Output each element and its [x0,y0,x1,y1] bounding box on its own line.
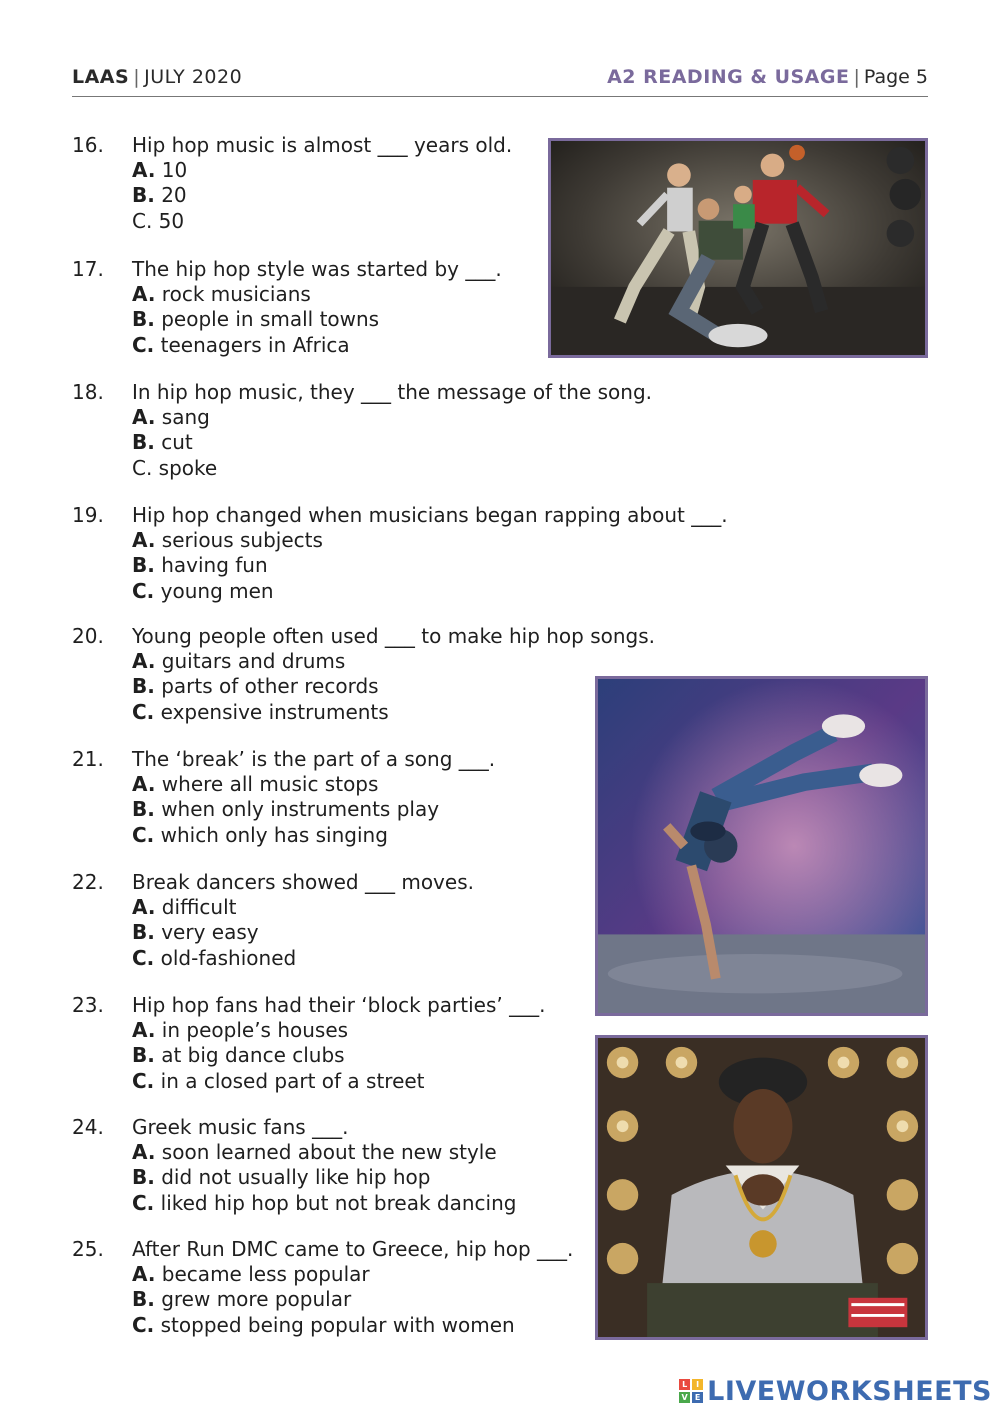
answer-option[interactable] [132,946,296,971]
option-letter: B. [132,307,155,332]
issue-date: JULY 2020 [144,66,243,88]
option-text: stopped being popular with women [154,1312,515,1337]
question-number: 19. [72,503,104,527]
question-number: 20. [72,624,104,648]
answer-options [132,1018,425,1094]
logo-blocks [679,1379,703,1403]
option-text: in people’s houses [155,1018,349,1042]
option-letter: C. [132,1312,155,1337]
option-letter: B. [132,797,155,822]
logo-block-e: E [692,1392,703,1403]
answer-option[interactable] [132,158,187,183]
answer-option[interactable] [132,1262,515,1287]
option-text: did not usually like hip hop [154,1165,431,1190]
option-text: old-fashioned [154,945,297,970]
answer-options [132,895,296,971]
answer-option[interactable] [132,895,296,920]
question-number: 17. [72,257,104,281]
option-letter: B. [132,553,155,578]
header-right [607,66,928,88]
option-text: expensive instruments [154,699,389,724]
option-letter: C. [132,208,153,233]
answer-option[interactable] [132,700,389,725]
answer-option[interactable] [132,405,217,430]
option-text: rock musicians [155,282,311,306]
option-text: in a closed part of a street [154,1068,425,1093]
page-number: Page 5 [863,66,928,88]
question-stem: In hip hop music, they ___ the message of the song. [132,380,653,404]
option-text: became less popular [155,1262,370,1286]
question-stem: Hip hop fans had their ‘block parties’ ___. [132,993,546,1017]
option-letter: A. [132,1140,156,1164]
option-letter: A. [132,528,156,552]
question-stem: The ‘break’ is the part of a song ___. [132,747,496,771]
rapper-photo [595,1035,928,1340]
question-stem: Hip hop changed when musicians began rapping about ___. [132,503,728,527]
option-letter: C. [132,332,155,357]
option-text: very easy [154,920,259,945]
answer-options [132,1262,515,1338]
hip-hop-group-photo [548,138,928,358]
answer-option[interactable] [132,553,323,578]
option-letter: A. [132,158,156,182]
header-separator-right: | [853,66,860,88]
question-stem: Break dancers showed ___ moves. [132,870,474,894]
option-letter: B. [132,430,155,455]
answer-option[interactable] [132,797,439,822]
header-left [72,66,242,88]
logo-block-l: L [679,1379,690,1390]
answer-options [132,158,187,234]
logo-block-v: V [679,1392,690,1403]
option-text: grew more popular [154,1287,352,1312]
brand-name: LAAS [72,66,130,88]
option-letter: C. [132,455,153,480]
option-text: cut [154,430,193,455]
answer-option[interactable] [132,1191,516,1216]
answer-option[interactable] [132,1018,425,1043]
question-stem: After Run DMC came to Greece, hip hop ___. [132,1237,574,1261]
option-letter: A. [132,772,156,796]
option-letter: B. [132,920,155,945]
option-letter: A. [132,895,156,919]
answer-option[interactable] [132,1287,515,1312]
answer-option[interactable] [132,1313,515,1338]
answer-option[interactable] [132,1069,425,1094]
question-number: 23. [72,993,104,1017]
answer-option[interactable] [132,920,296,945]
option-letter: B. [132,674,155,699]
logo-text: LIVEWORKSHEETS [707,1375,992,1407]
option-text: at big dance clubs [154,1043,345,1068]
answer-option[interactable] [132,528,323,553]
answer-option[interactable] [132,209,187,234]
option-letter: A. [132,282,156,306]
answer-option[interactable] [132,183,187,208]
option-text: teenagers in Africa [154,332,350,357]
option-text: which only has singing [154,822,388,847]
option-text: 10 [155,158,188,182]
option-text: people in small towns [154,307,380,332]
option-text: having fun [154,553,268,578]
option-text: where all music stops [155,772,379,796]
question-stem: Greek music fans ___. [132,1115,349,1139]
answer-option[interactable] [132,456,217,481]
answer-options [132,1140,516,1216]
answer-options [132,772,439,848]
answer-option[interactable] [132,282,379,307]
option-letter: B. [132,1287,155,1312]
option-text: 20 [154,183,187,208]
option-text: young men [154,578,274,603]
option-letter: C. [132,1068,155,1093]
breakdancer-photo [595,676,928,1016]
answer-option[interactable] [132,649,389,674]
liveworksheets-logo[interactable] [679,1373,992,1409]
question-number: 22. [72,870,104,894]
option-text: parts of other records [154,674,379,699]
answer-option[interactable] [132,579,323,604]
option-text: serious subjects [155,528,323,552]
question-number: 21. [72,747,104,771]
option-text: liked hip hop but not break dancing [154,1190,517,1215]
question-stem: Young people often used ___ to make hip hop songs. [132,624,656,648]
option-text: difficult [155,895,237,919]
question-number: 16. [72,133,104,157]
question-number: 25. [72,1237,104,1261]
answer-options [132,528,323,604]
question-number: 18. [72,380,104,404]
answer-option[interactable] [132,307,379,332]
option-letter: B. [132,183,155,208]
option-text: when only instruments play [154,797,440,822]
answer-option[interactable] [132,772,439,797]
answer-options [132,649,389,725]
option-letter: A. [132,1262,156,1286]
answer-option[interactable] [132,1043,425,1068]
option-letter: C. [132,699,155,724]
answer-option[interactable] [132,823,439,848]
answer-option[interactable] [132,1165,516,1190]
logo-block-i: I [692,1379,703,1390]
option-text: guitars and drums [155,649,346,673]
question-stem: Hip hop music is almost ___ years old. [132,133,513,157]
option-letter: C. [132,945,155,970]
answer-option[interactable] [132,333,379,358]
header-separator: | [133,66,141,88]
option-letter: C. [132,578,155,603]
option-letter: C. [132,1190,155,1215]
page-header [72,64,928,97]
option-letter: A. [132,1018,156,1042]
answer-option[interactable] [132,430,217,455]
option-letter: B. [132,1043,155,1068]
option-text: 50 [152,208,185,233]
section-title: A2 READING & USAGE [607,66,850,88]
answer-options [132,405,217,481]
option-letter: C. [132,822,155,847]
option-letter: A. [132,405,156,429]
option-letter: B. [132,1165,155,1190]
option-text: sang [155,405,210,429]
option-text: spoke [152,455,218,480]
answer-option[interactable] [132,1140,516,1165]
option-text: soon learned about the new style [155,1140,497,1164]
question-stem: The hip hop style was started by ___. [132,257,502,281]
answer-option[interactable] [132,674,389,699]
question-number: 24. [72,1115,104,1139]
answer-options [132,282,379,358]
option-letter: A. [132,649,156,673]
